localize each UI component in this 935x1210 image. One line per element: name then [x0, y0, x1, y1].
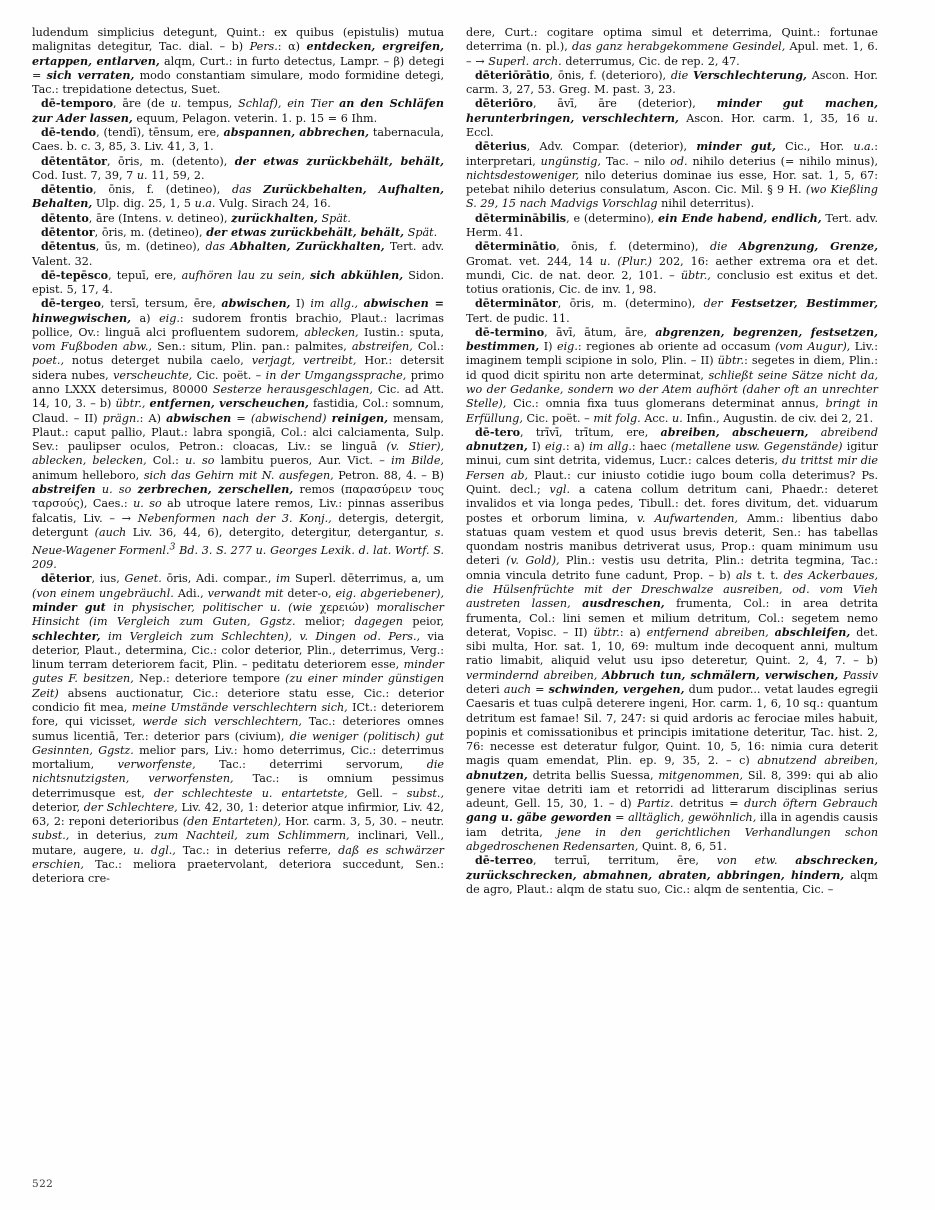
- dictionary-entry: dēterius, Adv. Compar. (deterior), minder gut, Cic., Hor. u.a.: interpretari, ungünstig, Tac. – nilo od. nihilo deterius (= nihilo minus), nichtsdestoweniger, nilo deterius dominae ius esse, Hor. sat. 1, 5, 67: petebat nihilo deterius consulatum, Ascon. Cic. Mil. § 9 H. (wo Kießling S. 29, 15 nach Madvigs Vorschlag nihil deterritus).: [466, 140, 878, 211]
- page-number: 522: [32, 1178, 54, 1190]
- dictionary-entry: dētento, āre (Intens. v. detineo), zurückhalten, Spät.: [41, 211, 351, 225]
- dictionary-entry: dē-terreo, terruī, territum, ēre, von etw. abschrecken, zurückschrecken, abmahnen, abraten, abbringen, hindern, alqm de agro, Plaut.: alqm de statu suo, Cic.: alqm de sententia, Cic. –: [466, 854, 878, 896]
- dictionary-entry: dēteriōrātio, ōnis, f. (deterioro), die Verschlechterung, Ascon. Hor. carm. 3, 27, 53. Greg. M. past. 3, 23.: [466, 68, 878, 97]
- dictionary-entry: ludendum simplicius detegunt, Quint.: ex quibus (epistulis) mutua malignitas detegitur, Tac. dial. – b) Pers.: α) entdecken, ergreifen, ertappen, entlarven, alqm, Curt.: in furto detectus, Lampr. – β) detegi = sich verraten, modo constantiam simulare, modo formidine detegi, Tac.: trepidatione detectus, Suet.: [32, 26, 445, 97]
- dictionary-entry: dē-tergeo, tersī, tersum, ēre, abwischen, I) im allg., abwischen = hinwegwischen, a) eig.: sudorem frontis brachio, Plaut.: lacrimas pollice, Ov.: linguā alci profluentem sudorem, ablecken, Iustin.: sputa, vom Fußboden abw., Sen.: situm, Plin. pan.: palmites, abstreifen, Col.: poet., notus deterget nubila caelo, verjagt, vertreibt, Hor.: detersit sidera nubes, verscheuchte, Cic. poët. – in der Umgangssprache, primo anno LXXX detersimus, 80000 Sesterze herausgeschlagen, Cic. ad Att. 14, 10, 3. – b) übtr., entfernen, verscheuchen, fastidia, Col.: somnum, Claud. – II) prägn.: A) abwischen = (abwischend) reinigen, mensam, Plaut.: caput pallio, Plaut.: labra spongiā, Col.: alci calciamenta, Sulp. Sev.: paulipser oculos, Petron.: cloacas, Liv.: se linguā (v. Stier), ablecken, belecken, Col.: u. so lambitu pueros, Aur. Vict. – im Bilde, animum helleboro, sich das Gehirn mit N. ausfegen, Petron. 88, 4. – B) abstreifen u. so zerbrechen, zerschellen, remos (παρασύρειν τους ταρσούς), Caes.: u. so ab utroque latere remos, Liv.: pinnas asseribus falcatis, Liv. – → Nebenformen nach der 3. Konj., detergis, detergit, detergunt (auch Liv. 36, 44, 6), detergito, detergitur, detergantur, s. Neue-Wagener Formenl.$^3$ Bd. 3. S. 277 u. Georges Lexik. d. lat. Wortf. S. 209.: [32, 297, 445, 572]
- dictionary-entry: dē-tendo, (tendī), tēnsum, ere, abspannen, abbrechen, tabernacula, Caes. b. c. 3, 85, 3. Liv. 41, 3, 1.: [32, 125, 444, 154]
- dictionary-entry: dē-temporo, āre (de u. tempus, Schlaf), ein Tier an den Schläfen zur Ader lassen, equum, Pelagon. veterin. 1. p. 15 = 6 Ihm.: [32, 97, 444, 125]
- dictionary-entry: dētentor, ōris, m. (detineo), der etwas zurückbehält, behält, Spät.: [41, 225, 438, 239]
- dictionary-entry: dētentātor, ōris, m. (detento), der etwas zurückbehält, behält, Cod. Iust. 7, 39, 7 u. 11, 59, 2.: [32, 154, 444, 182]
- left-column-entries: [32, 26, 444, 887]
- dictionary-entry: dētentus, ūs, m. (detineo), das Abhalten, Zurückhalten, Tert. adv. Valent. 32.: [32, 240, 444, 268]
- dictionary-entry: dē-termino, āvī, ātum, āre, abgrenzen, begrenzen, festsetzen, bestimmen, I) eig.: regiones ab oriente ad occasum (vom Augur), Liv.: imaginem templi scipione in solo, Plin. – II) übtr.: segetes in diem, Plin.: id quod dicit spiritu non arte determinat, schließt seine Sätze nicht da, wo der Gedanke, sondern wo der Atem aufhört (daher oft an unrechter Stelle), Cic.: omnia fixa tuus glomerans determinat annus, bringt in Erfüllung, Cic. poët. – mit folg. Acc. u. Infin., Augustin. de civ. dei 2, 21.: [466, 325, 879, 425]
- dictionary-entry: dēterminātio, ōnis, f. (determino), die Abgrenzung, Grenze, Gromat. vet. 244, 14 u. (Plur.) 202, 16: aether extrema ora et det. mundi, Cic. de nat. deor. 2, 101. – übtr., conclusio est exitus et det. totius orationis, Cic. de inv. 1, 98.: [466, 240, 878, 297]
- dictionary-entry: dē-tero, trīvī, trītum, ere, abreiben, abscheuern, abreibend abnutzen, I) eig.: a) im allg.: haec (metallene usw. Gegenstände) igitur minui, cum sint detrita, videmus, Lucr.: calces deteris, du trittst mir die Fersen ab, Plaut.: cur iniusto cotidie iugo boum colla deterimus? Ps. Quint. decl.; vgl. a catena collum detritum cani, Phaedr.: deteret invalidos et via longa pedes, Tibull.: det. fores divitum, det. viduarum postes et orborum limina, v. Aufwartenden, Amm.: libentius dabo statuas quam vestem et quod usus brevis deterit, Sen.: has tabellas quondam nostris manibus detriverat usus, Prop.: quam minimum usu deteri (v. Gold), Plin.: vestis usu detrita, Plin.: detrita tegmina, Tac.: omnia vincula detrito fune cadunt, Prop. – b) als t. t. des Ackerbaues, die Hülsenfrüchte mit der Dreschwalze ausreiben, od. vom Vieh austreten lassen, ausdreschen, frumenta, Col.: in area detrita frumenta, Col.: lini semen et milium detritum, Col.: segetem nemo deterat, Vopisc. – II) übtr.: a) entfernend abreiben, abschleifen, det. sibi multa, Hor. sat. 1, 10, 69: multum inde decoquent anni, multum ratio limabit, aliquid velut usu ipso deteretur, Quint. 2, 4, 7. – b) vermindernd abreiben, Abbruch tun, schmälern, verwischen, Passiv deteri auch = schwinden, vergehen, dum pudor... vetat laudes egregii Caesaris et tuas culpā deterere ingeni, Hor. carm. 1, 6, 10 sq.: quantum detritum est famae! Sil. 7, 247: si quid ardoris ac ferociae miles habuit, popinis et comissationibus et principis imitatione deteritur, Tac. hist. 2, 76: necesse est deteratur fulgor, Quint. 10, 5, 16: nimia cura deterit magis quam emendat, Plin. ep. 9, 35, 2. – c) abnutzend abreiben, abnutzen, detrita bellis Suessa, mitgenommen, Sil. 8, 399: qui ab alio genere vitae detriti iam et retorridi ad litterarum disciplinas serius adeunt, Gell. 15, 30, 1. – d) Partiz. detritus = durch öftern Gebrauch gang u. gäbe geworden = alltäglich, gewöhnlich, illa in agendis causis iam detrita, jene in den gerichtlichen Verhandlungen schon abgedroschenen Redensarten, Quint. 8, 6, 51.: [466, 425, 879, 854]
- dictionary-entry: dē-tepēsco, tepuī, ere, aufhören lau zu sein, sich abkühlen, Sidon. epist. 5, 17, 4.: [32, 268, 444, 297]
- dictionary-entry: dēterior, ius, Genet. ōris, Adi. compar., im Superl. dēterrimus, a, um (von einem ungebräuchl. Adi., verwandt mit deter-o, eig. abgeriebener), minder gut in physischer, politischer u. (wie χερειών) moralischer Hinsicht (im Vergleich zum Guten, Ggstz. melior; dagegen peior, schlechter, im Vergleich zum Schlechten), v. Dingen od. Pers., via deterior, Plaut., determina, Cic.: color deterior, Plin., deterrimus, Verg.: linum terram deteriorem facit, Plin. – peditatu deteriorem esse, minder gutes F. besitzen, Nep.: deteriore tempore (zu einer minder günstigen Zeit) absens auctionatur, Cic.: deteriore statu esse, Cic.: deterior condicio fit mea, meine Umstände verschlechtern sich, ICt.: deteriorem fore, qui vicisset, werde sich verschlechtern, Tac.: deteriores omnes sumus licentiā, Ter.: deterior pars (civium), die weniger (politisch) gut Gesinnten, Ggstz. melior pars, Liv.: homo deterrimus, Cic.: deterrimus mortalium, verworfenste, Tac.: deterrimi servorum, die nichtsnutzigsten, verworfensten, Tac.: is omnium pessimus deterrimusque est, der schlechteste u. entartetste, Gell. – subst., deterior, der Schlechtere, Liv. 42, 30, 1: deterior atque infirmior, Liv. 42, 63, 2: reponi deterioribus (den Entarteten), Hor. carm. 3, 5, 30. – neutr. subst., in deterius, zum Nachteil, zum Schlimmern, inclinari, Vell., mutare, augere, u. dgl., Tac.: in deterius referre, daß es schwärzer erschien, Tac.: meliora praetervolant, deteriora succedunt, Sen.: deteriora cre-: [32, 572, 445, 886]
- left-column: [32, 26, 444, 887]
- dictionary-entry: dētentio, ōnis, f. (detineo), das Zurückbehalten, Aufhalten, Behalten, Ulp. dig. 25, 1, 5 u.a. Vulg. Sirach 24, 16.: [32, 183, 444, 211]
- dictionary-entry: dēterminātor, ōris, m. (determino), der Festsetzer, Bestimmer, Tert. de pudic. 11.: [466, 297, 878, 325]
- right-column: [466, 26, 878, 897]
- dictionary-entry: dere, Curt.: cogitare optima simul et deterrima, Quint.: fortunae deterrima (n. pl.), das ganz herabgekommene Gesindel, Apul. met. 1, 6. – → Superl. arch. deterrumus, Cic. de rep. 2, 47.: [466, 26, 878, 68]
- dictionary-entry: dēteriōro, āvī, āre (deterior), minder gut machen, herunterbringen, verschlechtern, Ascon. Hor. carm. 1, 35, 16 u. Eccl.: [466, 97, 878, 139]
- page-columns: [32, 26, 901, 1138]
- dictionary-entry: dēterminābilis, e (determino), ein Ende habend, endlich, Tert. adv. Herm. 41.: [466, 211, 879, 239]
- right-column-entries: [466, 26, 878, 897]
